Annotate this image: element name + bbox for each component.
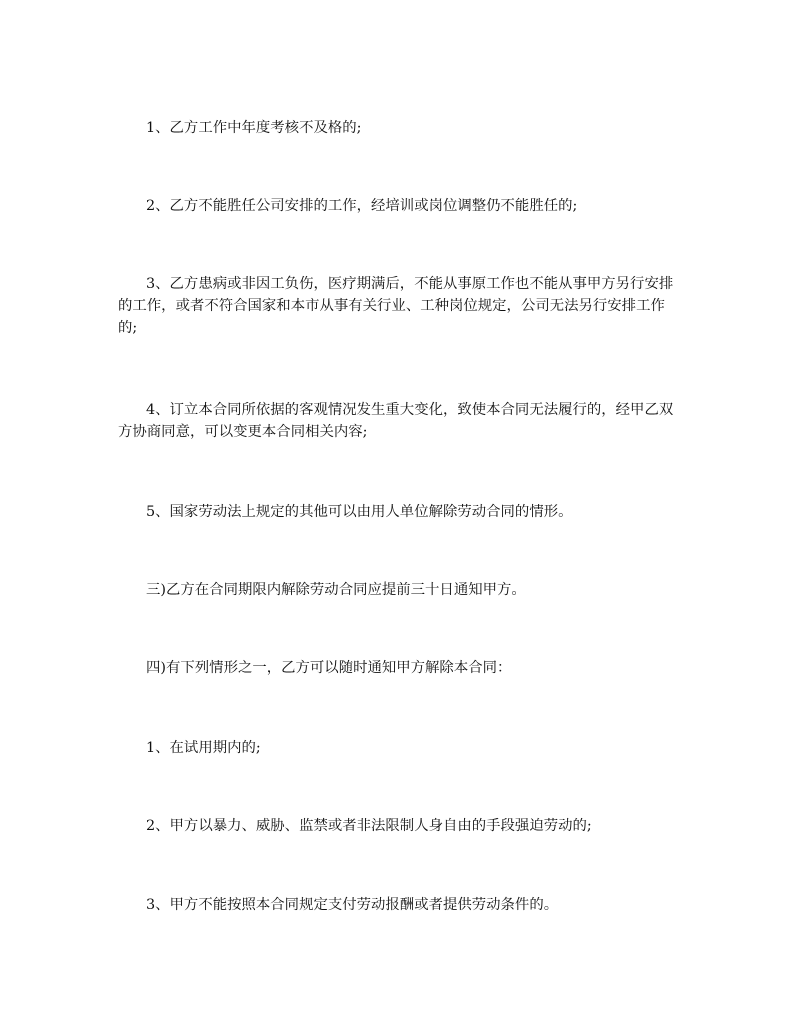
section-four-item-2: 2、甲方以暴力、威胁、监禁或者非法限制人身自由的手段强迫劳动的; xyxy=(146,818,592,834)
section-four-heading: 四)有下列情形之一，乙方可以随时通知甲方解除本合同： xyxy=(146,660,512,676)
section-four-item-3: 3、甲方不能按照本合同规定支付劳动报酬或者提供劳动条件的。 xyxy=(146,897,559,913)
paragraph-item-3: 3、乙方患病或非因工负伤，医疗期满后，不能从事原工作也不能从事甲方另行安排的工作，或者不符合国家和本市从事有关行业、工种岗位规定，公司无法另行安排工作的; xyxy=(118,276,674,336)
paragraph-item-1: 1、乙方工作中年度考核不及格的; xyxy=(146,120,362,136)
section-three-clause: 三)乙方在合同期限内解除劳动合同应提前三十日通知甲方。 xyxy=(146,582,526,598)
paragraph-item-4: 4、订立本合同所依据的客观情况发生重大变化，致使本合同无法履行的，经甲乙双方协商同意，可以变更本合同相关内容; xyxy=(118,402,674,440)
paragraph-item-2: 2、乙方不能胜任公司安排的工作，经培训或岗位调整仍不能胜任的; xyxy=(146,198,578,214)
section-four-item-1: 1、在试用期内的; xyxy=(146,740,261,756)
paragraph-item-5: 5、国家劳动法上规定的其他可以由用人单位解除劳动合同的情形。 xyxy=(146,504,573,520)
